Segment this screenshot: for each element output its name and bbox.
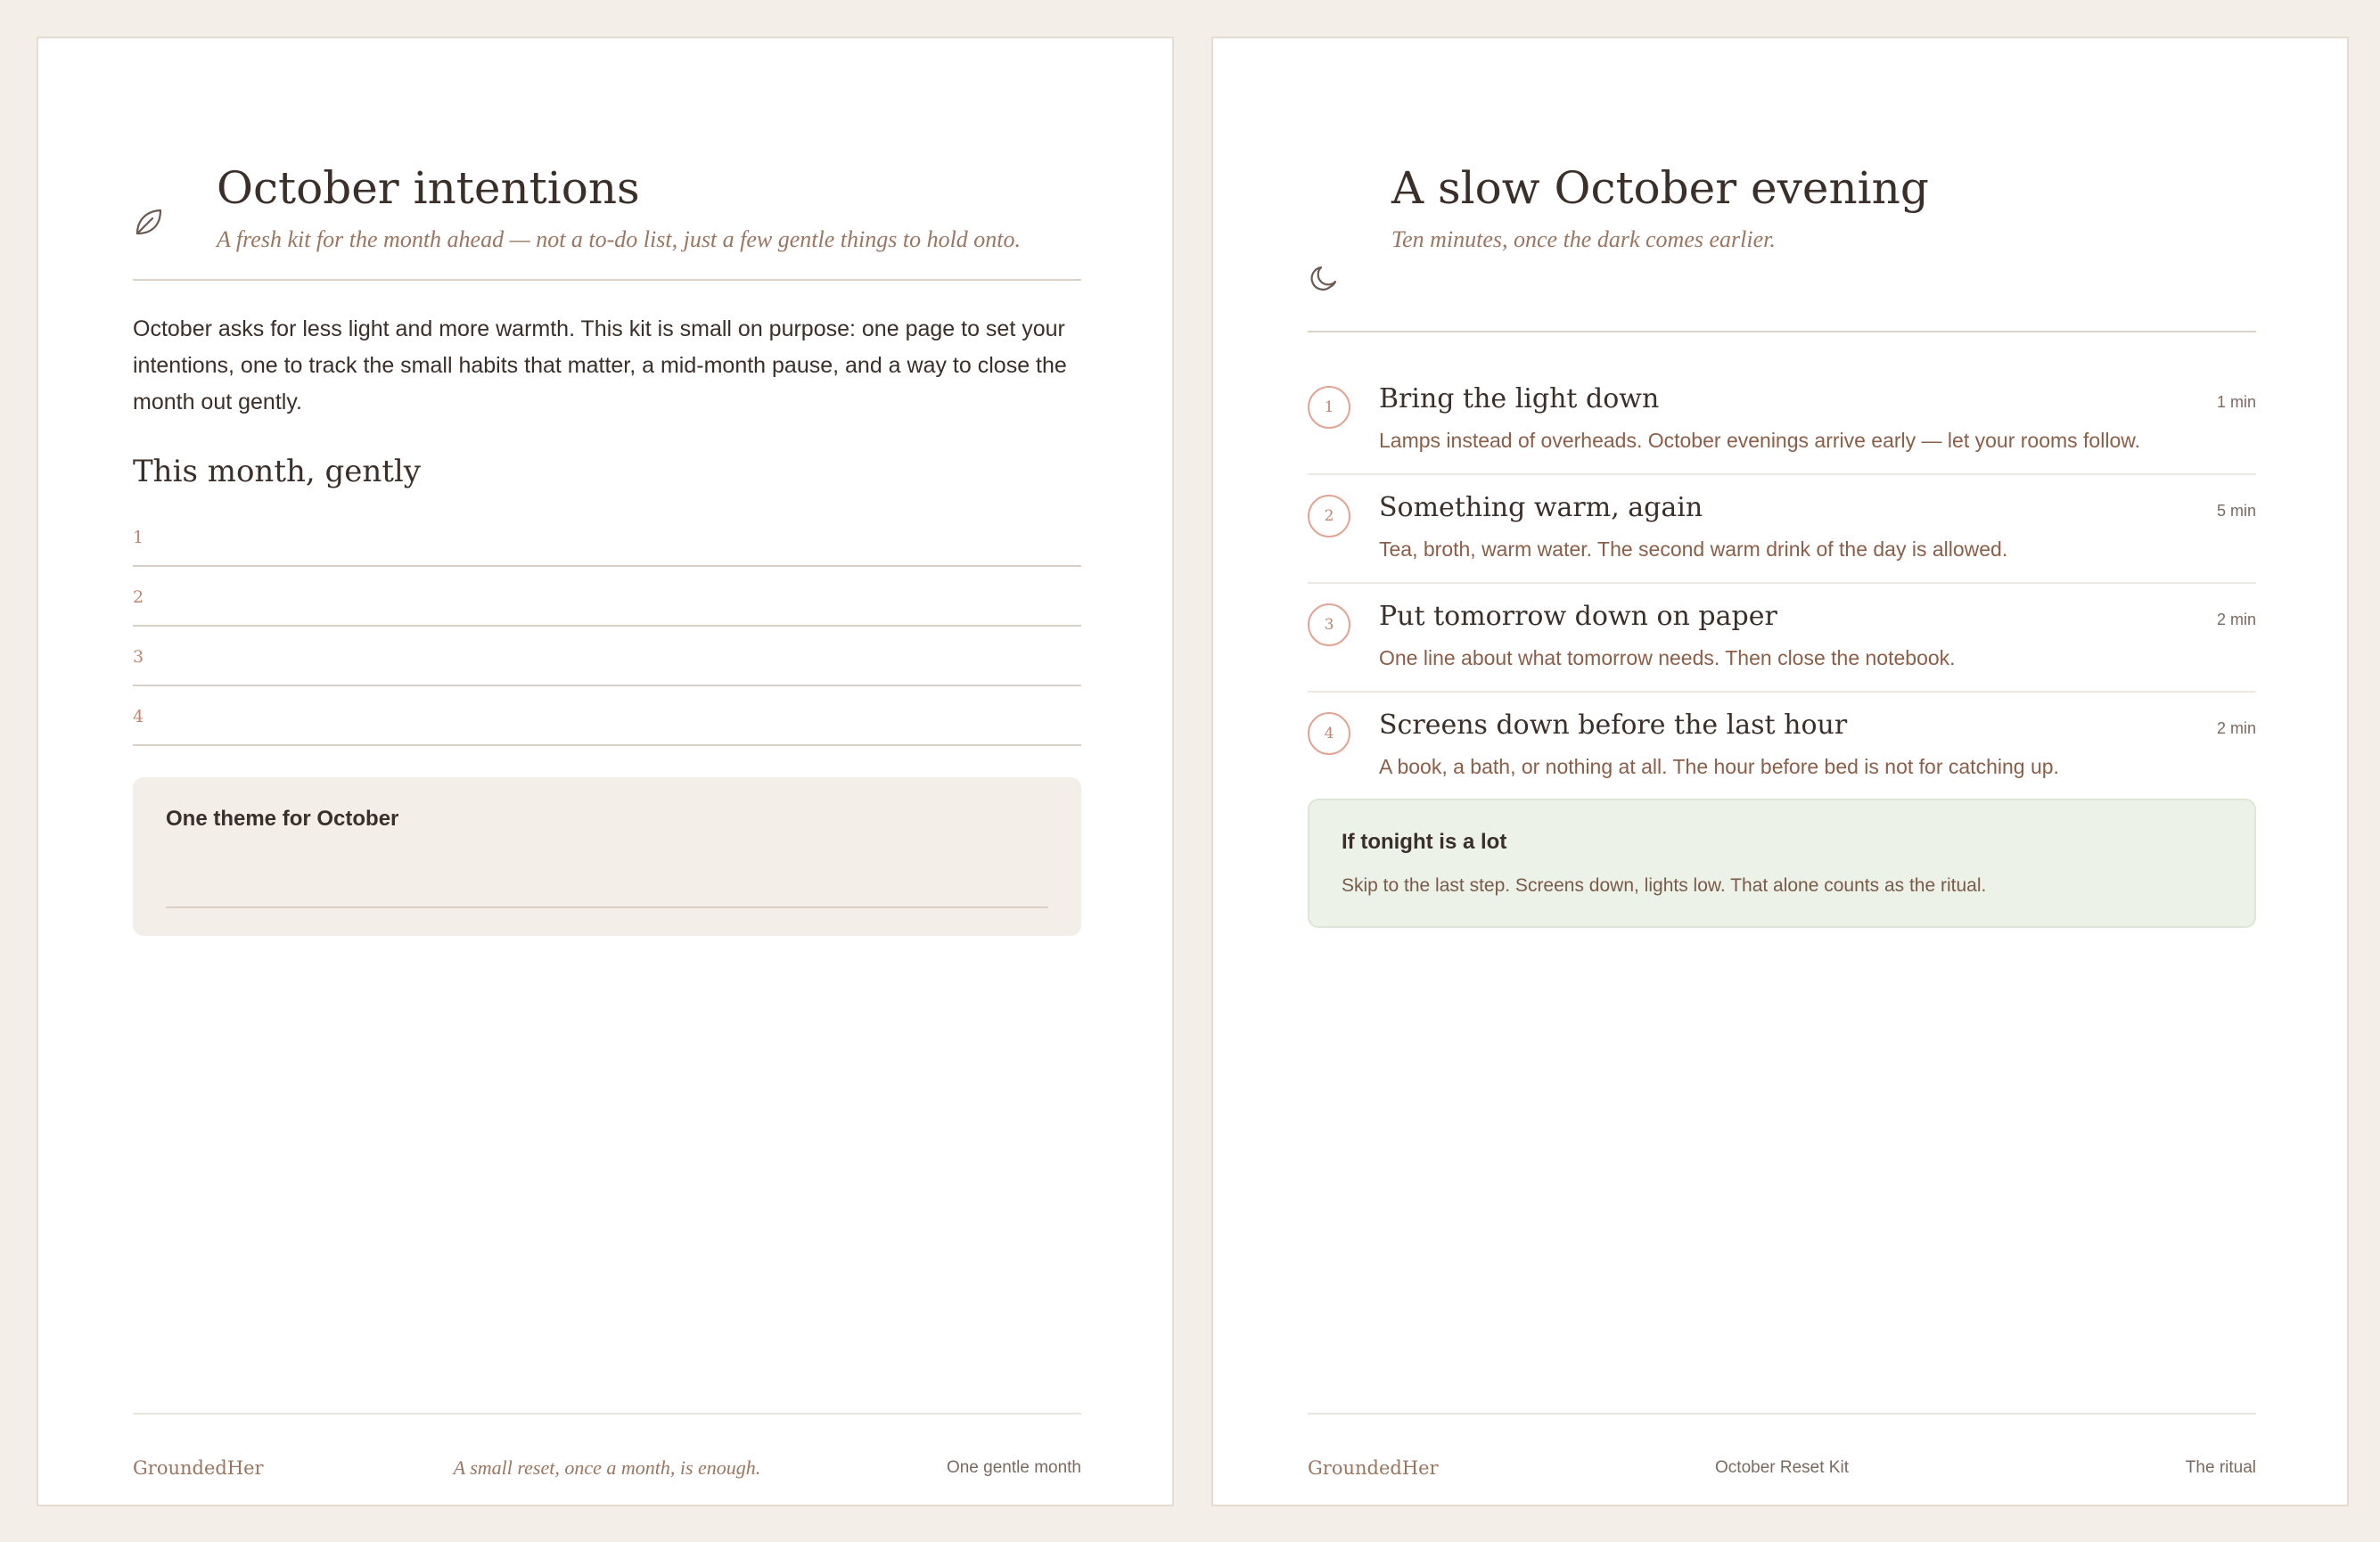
ritual-step	[1308, 366, 2256, 475]
step-number-badge: 4	[1308, 712, 1350, 755]
footer-section: The ritual	[2185, 1458, 2256, 1477]
step-number-badge: 1	[1308, 386, 1350, 429]
step-title: Something warm, again	[1379, 492, 1703, 523]
theme-box	[133, 777, 1081, 936]
line-number: 3	[133, 647, 144, 667]
footer-kit-name: October Reset Kit	[1715, 1458, 1849, 1477]
step-duration: 5 min	[2216, 502, 2256, 520]
intention-line[interactable]	[133, 508, 1081, 567]
step-description: One line about what tomorrow needs. Then close the notebook.	[1379, 646, 1956, 669]
step-duration: 2 min	[2216, 611, 2256, 628]
ritual-step	[1308, 475, 2256, 584]
footer-brand: GroundedHer	[133, 1457, 264, 1479]
intention-line[interactable]	[133, 568, 1081, 627]
step-description: Lamps instead of overheads. October evenings arrive early — let your rooms follow.	[1379, 429, 2140, 452]
leaf-icon	[133, 206, 165, 238]
ritual-steps	[1308, 366, 2256, 801]
theme-write-line[interactable]	[166, 906, 1048, 908]
note-box	[1308, 799, 2256, 928]
footer-brand: GroundedHer	[1308, 1457, 1439, 1479]
intention-line[interactable]	[133, 687, 1081, 746]
step-title: Put tomorrow down on paper	[1379, 601, 1777, 632]
step-duration: 2 min	[2216, 719, 2256, 737]
page-subtitle: Ten minutes, once the dark comes earlier.	[1391, 226, 1776, 252]
page-header	[1308, 127, 2256, 332]
intention-lines	[133, 508, 1081, 747]
step-title: Screens down before the last hour	[1379, 709, 1848, 741]
page-subtitle: A fresh kit for the month ahead — not a to-do list, just a few gentle things to hold onto.	[217, 226, 1022, 252]
intentions-page	[37, 37, 1174, 1506]
page-footer	[1308, 1413, 2256, 1477]
intention-line[interactable]	[133, 627, 1081, 686]
step-description: A book, a bath, or nothing at all. The hour before bed is not for catching up.	[1379, 755, 2059, 778]
footer-section: One gentle month	[946, 1458, 1081, 1477]
line-number: 2	[133, 587, 144, 607]
ritual-page	[1211, 37, 2349, 1506]
step-description: Tea, broth, warm water. The second warm drink of the day is allowed.	[1379, 537, 2008, 561]
moon-icon	[1308, 263, 1340, 295]
page-title: A slow October evening	[1391, 162, 1929, 214]
section-heading: This month, gently	[133, 454, 422, 489]
footer-tagline: A small reset, once a month, is enough.	[453, 1456, 761, 1479]
note-title: If tonight is a lot	[1342, 830, 1507, 854]
step-title: Bring the light down	[1379, 383, 1660, 414]
line-number: 1	[133, 528, 144, 547]
step-number-badge: 3	[1308, 603, 1350, 646]
ritual-step	[1308, 693, 2256, 801]
page-footer	[133, 1413, 1081, 1477]
intro-paragraph: October asks for less light and more warmth. This kit is small on purpose: one page to set your intentions, one to track the small habits that matter, a mid-month pause, and a way to close the month out gently.	[133, 316, 1067, 414]
note-body: Skip to the last step. Screens down, lights low. That alone counts as the ritual.	[1342, 875, 1987, 896]
page-header	[133, 127, 1081, 281]
step-number-badge: 2	[1308, 495, 1350, 537]
theme-label: One theme for October	[166, 807, 399, 831]
step-duration: 1 min	[2216, 393, 2256, 411]
page-title: October intentions	[217, 162, 640, 214]
line-number: 4	[133, 707, 144, 726]
ritual-step	[1308, 584, 2256, 693]
